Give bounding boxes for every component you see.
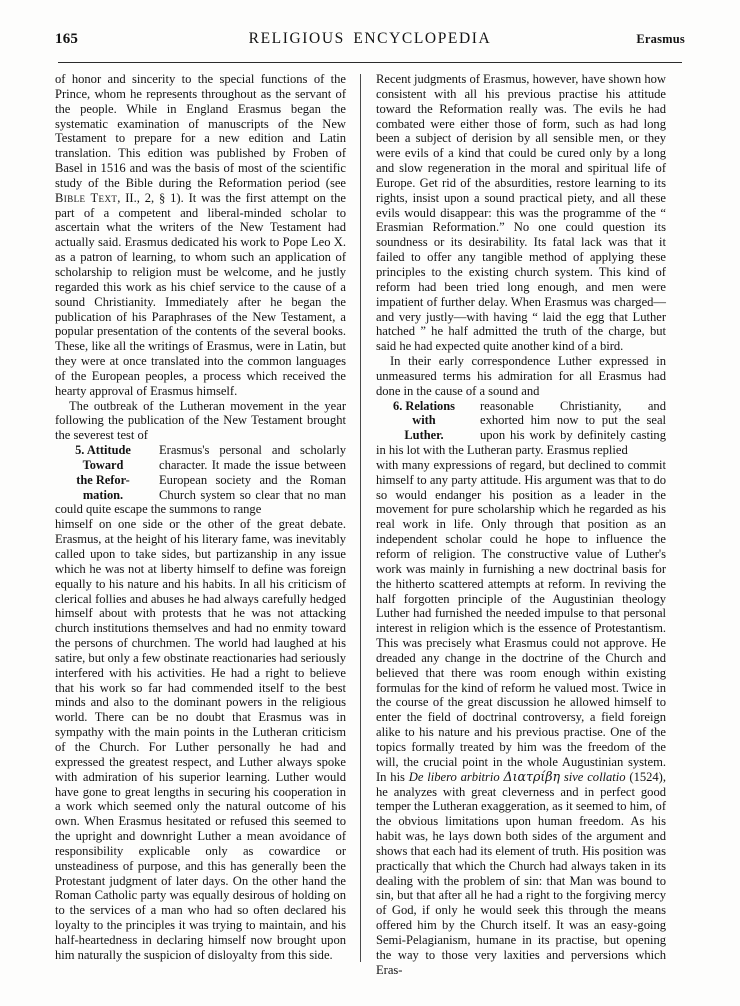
sidenote-line: 5. Attitude <box>75 443 131 458</box>
cross-reference: Bible Text <box>55 190 118 205</box>
paragraph-right-after-sidenote: with many expressions of regard, but declined to commit himself to any party attitude. His argument was that to do so would endanger his position as a leader in the movement for pure scholarship which he regarded as his real work in life. Only through that position as an independent scholar could he hope to influence the reform of religion. The constructive value of Luther's work was mainly in furnishing a new doctrinal basis for the hitherto scattered attempts at reform. In reviving the half forgotten principle of the Augustinian theology Luther had furnished the needed impulse to that personal interest in religion which is the essence of Protestantism. This was precisely what Erasmus could not approve. He dreaded any change in the doctrine of the Church and believed that there was room enough within existing formulas for the kind of reform he valued most. Twice in the course of the great discussion he allowed himself to enter the field of doctrinal controversy, a field foreign alike to his nature and his previous practise. One of the topics formally treated by him was the freedom of the will, the crucial point in the whole Augustinian system. In his De libero arbitrio Διατρίβη sive collatio (1524), he analyzes with great cleverness and in perfect good temper the Lutheran exaggeration, as it seemed to him, of the obvious limitations upon human freedom. As his habit was, he lays down both sides of the argument and shows that each had its element of truth. His position was practically that which the Church had always taken in its dealing with the problem of sin: that Man was bound to sin, but that after all he had a right to the forgiving mercy of God, if only he would seek this through the means offered him by the Church itself. It was an easy-going Semi-Pelagianism, humane in its practise, but opening the way to those very laxities and perversions which Eras- <box>376 457 666 977</box>
text-columns <box>55 72 685 992</box>
running-entry-word: Erasmus <box>636 32 685 46</box>
running-head <box>55 30 685 52</box>
sidenote-block-right <box>376 354 666 458</box>
paragraph-right-sidenote-lead: In their early correspondence Luther expressed in unmeasured terms his admiration for all Erasmus had done in the cause of a sound and <box>376 354 666 398</box>
column-left <box>55 72 360 992</box>
work-title: De libero arbitrio <box>408 769 504 784</box>
sidenote-line: Toward <box>82 457 124 472</box>
column-right <box>361 72 666 992</box>
sidenote-line: the Refor- <box>76 472 130 487</box>
sidenote-line: Luther. <box>404 428 444 443</box>
paragraph-left-1: of honor and sincerity to the special functions of the Prince, whom he represents throughout as the servant of the people. While in England Erasmus began the systematic examination of manuscripts of the New Testament to prepare for a new edition and Latin translation. This edition was published by Froben of Basel in 1516 and was the basis of most of the scientific study of the Bible during the Reformation period (see Bible Text, II., 2, § 1). It was the first attempt on the part of a competent and liberal-minded scholar to ascertain what the writers of the New Testament had actually said. Erasmus dedicated his work to Pope Leo X. as a patron of learning, to whom such an application of scholarship to religion must be welcome, and he justly regarded this work as his chief service to the cause of a sound Christianity. Immediately after he began the publication of his Paraphrases of the New Testament, a popular presentation of the contents of the several books. These, like all the writings of Erasmus, were in Latin, but they were at once translated into the common languages of the European peoples, a process which received the hearty approval of Erasmus himself. <box>55 72 346 398</box>
sidenote-heading-relations-with-luther <box>376 399 472 444</box>
paragraph-right-1: Recent judgments of Erasmus, however, have shown how consistent with all his previous practise his attitude toward the Reformation really was. The evils he had combated were either those of form, such as had long been a subject of derision by all sensible men, or they were evils of a kind that could be cured only by a long and slow regeneration in the moral and spiritual life of Europe. Get rid of the absurdities, restore learning to its rights, insist upon a sound practical piety, and all these evils would disappear: this was the programme of the “ Erasmian Reformation.” No one could question its soundness or its desirability. Its fatal lack was that it failed to offer any tangible method of applying these principles to the existing church system. This kind of reform had been tried long enough, and men were impatient of further delay. When Erasmus was charged—and very justly—with having “ laid the egg that Luther hatched ” he half admitted the truth of the charge, but said he had expected quite another kind of a bird. <box>376 72 666 354</box>
sidenote-heading-attitude-toward-reformation <box>55 443 151 502</box>
paragraph-left-sidenote-lead: The outbreak of the Lutheran movement in the year following the publication of the New Testament brought the severest test of <box>55 398 346 443</box>
greek-word: Διατρίβη <box>503 768 561 784</box>
page-number: 165 <box>55 31 79 47</box>
sidenote-line: mation. <box>82 487 124 502</box>
sidenote-line: 6. Relations <box>393 398 455 413</box>
paragraph-right-sidenote-body: reasonable Christianity, and exhorted him now to put the seal upon his work by definitely casting in his lot with the Lutheran party. Erasmus replied <box>376 398 666 458</box>
paragraph-left-after-sidenote: himself on one side or the other of the great debate. Erasmus, at the height of his literary fame, was inevitably called upon to take sides, but partizanship in any issue which he was not at liberty himself to define was foreign equally to his nature and his habits. In all his criticism of clerical follies and abuses he had always carefully hedged himself about with protests that he was not attacking church institutions themselves and had no enmity toward the persons of churchmen. The world had laughed at his satire, but only a few obstinate reactionaries had seriously interfered with his activities. He had a right to believe that his work so far had commended itself to the best minds and also to the dominant powers in the religious world. There can be no doubt that Erasmus was in sympathy with the main points in the Lutheran criticism of the Church. For Luther personally he had and expressed the greatest respect, and Luther always spoke with admiration of his superior learning. Luther would have gone to great lengths in securing his cooperation in a work which seemed only the natural outcome of his own. When Erasmus hesitated or refused this seemed to the upright and downright Luther a mean avoidance of responsibility explicable only as cowardice or unsteadiness of purpose, and this has generally been the Protestant judgment of later days. On the other hand the Roman Catholic party was equally desirous of holding on to the services of a man who had so often declared his loyalty to the principles it was trying to maintain, and his half-heartedness in declaring himself now brought upon him naturally the suspicion of disloyalty from this side. <box>55 517 346 962</box>
running-title: RELIGIOUS ENCYCLOPEDIA <box>248 30 492 47</box>
header-rule <box>58 62 682 63</box>
paragraph-left-sidenote-body: Erasmus's personal and scholarly character. It made the issue between European society and the Roman Church system so clear that no man could quite escape the summons to range <box>55 443 346 517</box>
sidenote-block-left <box>55 399 346 518</box>
sidenote-line: with <box>412 413 436 428</box>
work-title: sive collatio <box>560 769 626 784</box>
